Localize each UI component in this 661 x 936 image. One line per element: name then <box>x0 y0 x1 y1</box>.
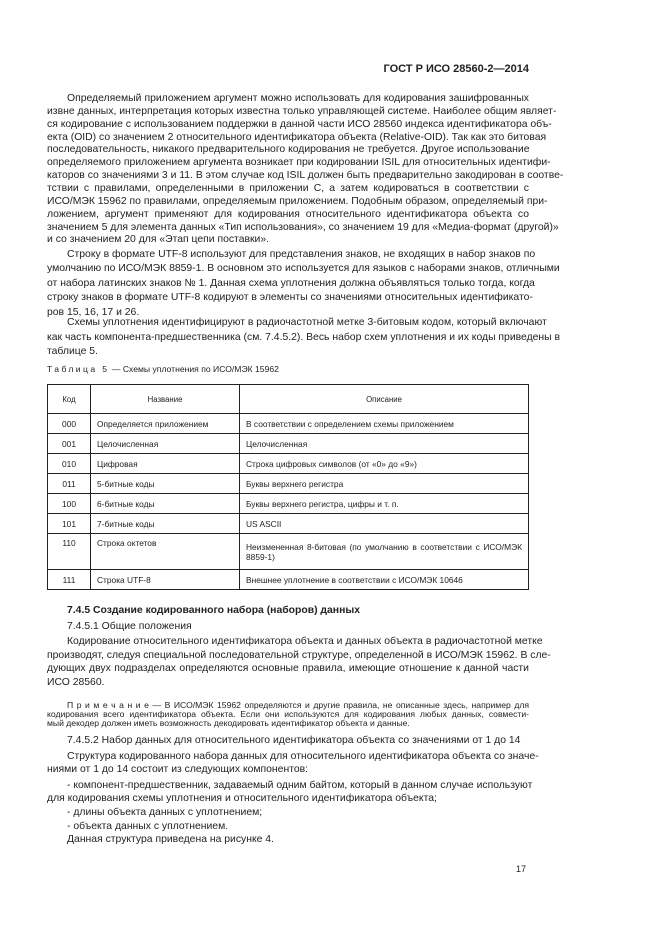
name-cell: 5-битные коды <box>91 474 240 494</box>
para1-line: каторов со значениями 3 и 11. В этом случае код ISIL должен быть предварительно закодирован в соотве- <box>47 170 564 182</box>
table-row <box>48 514 529 534</box>
name-cell: 6-битные коды <box>91 494 240 514</box>
table-row <box>48 534 529 570</box>
para2-line: умолчанию по ИСО/МЭК 8859-1. В основном это используется для языков с наборами знаков, отличными <box>47 263 560 275</box>
para1-line: и со значением 20 для «Этап цепи поставки». <box>47 234 270 246</box>
section-745-line: 7.4.5 Создание кодированного набора (наборов) данных <box>67 605 361 616</box>
para1-line: ИСО/МЭК 15962 по правилами, определяемым приложением. Подобным образом, определяемый при- <box>47 195 548 207</box>
table-header-row <box>48 385 529 414</box>
code-cell: 010 <box>48 454 91 474</box>
section-7452-line: 7.4.5.2 Набор данных для относительного идентификатора объекта со значениями от 1 до 14 <box>67 735 521 746</box>
code-cell: 110 <box>48 534 91 570</box>
name-cell: Определяется приложением <box>91 414 240 434</box>
para1-line: извне данных, интерпретация которых известна только управляющей системе. Наиболее общим являет- <box>47 105 557 117</box>
para4-line: дующих двух подразделах определяются основные правила, имеющие отношение к данной части <box>47 663 529 675</box>
list1-line: для кодирования схемы уплотнения и относительного идентификатора объекта; <box>47 793 437 805</box>
description-cell: Буквы верхнего регистра, цифры и т. п. <box>240 494 529 514</box>
description-cell: В соответствии с определением схемы приложением <box>240 414 529 434</box>
code-cell: 100 <box>48 494 91 514</box>
section-7451-line: 7.4.5.1 Общие положения <box>67 621 192 632</box>
code-cell: 001 <box>48 434 91 454</box>
para4-line: Кодирование относительного идентификатора объекта и данных объекта в радиочастотной метке <box>67 636 543 647</box>
table-row <box>48 414 529 434</box>
description-cell: Неизмененная 8-битовая (по умолчанию в соответствии с ИСО/МЭК 8859-1) <box>240 534 529 570</box>
para2-line: строку знаков в формате UTF-8 кодируют в элементы со значениями относительных идентификато- <box>47 292 533 304</box>
column-header: Код <box>48 385 91 414</box>
para1-line: значением 5 для элемента данных «Тип использования», со значением 19 для «Медиа-формат (другой)» <box>47 221 559 233</box>
code-cell: 011 <box>48 474 91 494</box>
para3-line: как часть компонента-предшественника (см. 7.4.5.2). Весь набор схем уплотнения и их коды приведены в <box>47 331 561 343</box>
para1-line: екта (OID) со значением 2 относительного идентификатора объекта (Relative-OID). Так как это битовая <box>47 131 547 143</box>
table-row <box>48 434 529 454</box>
list3-line: - объекта данных с уплотнением. <box>67 821 229 832</box>
para1-line: определяемого приложением аргумента возникает при кодировании ISIL для относительных идентифи- <box>47 157 551 169</box>
table-caption-text: — Схемы уплотнения по ИСО/МЭК 15962 <box>109 364 279 374</box>
column-header: Название <box>91 385 240 414</box>
code-cell: 111 <box>48 570 91 590</box>
compaction-schemes-table <box>47 384 529 590</box>
code-cell: 000 <box>48 414 91 434</box>
para1-line: Определяемый приложением аргумент можно использовать для кодирования зашифрованных <box>67 93 529 104</box>
para1-line: ся кодирование с использованием поддержки в данной части ИСО 28560 индекса идентификатора объ- <box>47 118 552 130</box>
description-cell: Строка цифровых символов (от «0» до «9») <box>240 454 529 474</box>
para6-line: Данная структура приведена на рисунке 4. <box>67 834 274 845</box>
para2-line: от набора латинских знаков № 1. Данная схема уплотнения должна объявляться только тогда, когда <box>47 277 535 289</box>
para2-line: ров 15, 16, 17 и 26. <box>47 306 140 318</box>
note-line: П р и м е ч а н и е — В ИСО/МЭК 15962 определяются и другие правила, не описанные здесь, например для <box>67 700 529 710</box>
name-cell: Целочисленная <box>91 434 240 454</box>
note-line: кодирования всего идентификатора объекта. Если они используются для кодирования любых данных, совмести- <box>47 709 529 720</box>
para4-line: ИСО 28560. <box>47 677 105 689</box>
list2-line: - длины объекта данных с уплотнением; <box>67 807 263 818</box>
para3-line: Схемы уплотнения идентифицируют в радиочастотной метке 3-битовым кодом, который включают <box>67 317 547 328</box>
para5-line: Структура кодированного набора данных для относительного идентификатора объекта со значе- <box>67 751 539 762</box>
table-caption-label: Таблица 5 <box>47 364 110 374</box>
para5-line: ниями от 1 до 14 состоит из следующих компонентов: <box>47 764 309 776</box>
name-cell: Строка октетов <box>91 534 240 570</box>
table-row <box>48 454 529 474</box>
table-caption <box>47 364 279 374</box>
code-cell: 101 <box>48 514 91 534</box>
para3-line: таблице 5. <box>47 346 98 357</box>
table-row <box>48 474 529 494</box>
name-cell: Цифровая <box>91 454 240 474</box>
note-line: мый декодер должен иметь возможность декодировать идентификатор объекта и данные. <box>47 718 410 729</box>
table-row <box>48 570 529 590</box>
para2-line: Строку в формате UTF-8 используют для представления знаков, не входящих в набор знаков по <box>67 249 536 260</box>
description-cell: Целочисленная <box>240 434 529 454</box>
para1-line: ложением, аргумент применяют для кодирования относительного идентификатора объекта со <box>47 208 529 220</box>
description-cell: US ASCII <box>240 514 529 534</box>
list1-line: - компонент-предшественник, задаваемый одним байтом, который в данном случае используют <box>67 780 533 791</box>
para4-line: производят, следуя специальной последовательной структуре, определенной в ИСО/МЭК 15962. В сле- <box>47 649 551 661</box>
document-header: ГОСТ Р ИСО 28560-2—2014 <box>383 63 529 75</box>
para1-line: последовательность, никакого предварительного кодирования не требуется. Другое использование <box>47 144 530 156</box>
name-cell: 7-битные коды <box>91 514 240 534</box>
name-cell: Строка UTF-8 <box>91 570 240 590</box>
table-row <box>48 494 529 514</box>
column-header: Описание <box>240 385 529 414</box>
description-cell: Внешнее уплотнение в соответствии с ИСО/МЭК 10646 <box>240 570 529 590</box>
para1-line: тствии с правилами, определенными в приложении С, а затем кодироваться в соответствии с <box>47 182 529 194</box>
description-cell: Буквы верхнего регистра <box>240 474 529 494</box>
page-number: 17 <box>516 864 527 874</box>
